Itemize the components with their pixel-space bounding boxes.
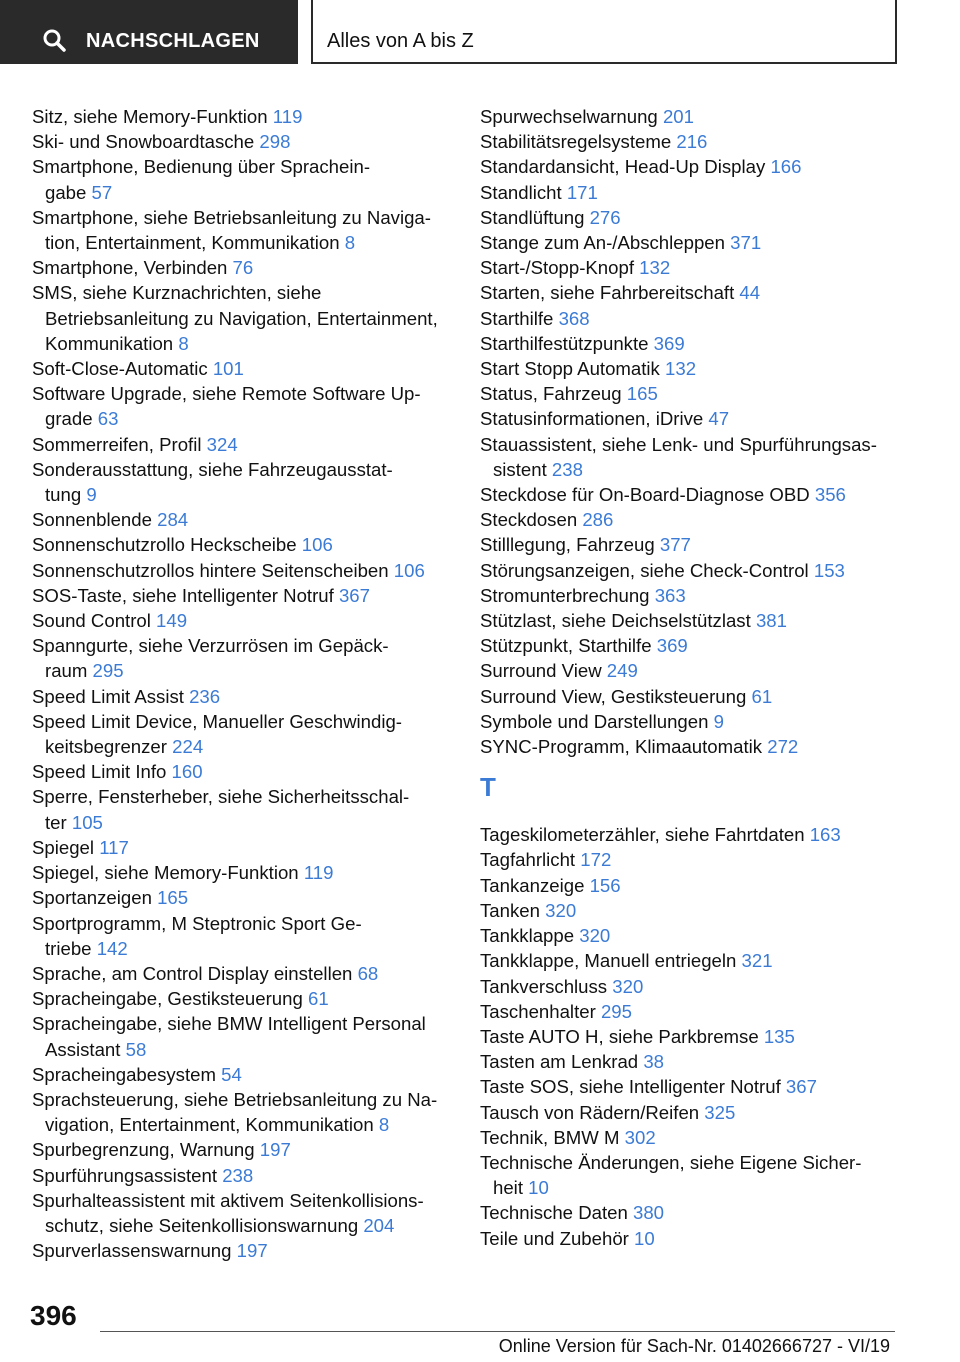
index-entry bbox=[480, 684, 900, 709]
index-entry-text: Steckdosen bbox=[480, 509, 578, 531]
index-entry bbox=[480, 1100, 900, 1125]
index-entry bbox=[480, 180, 900, 205]
index-entry bbox=[32, 911, 472, 961]
index-entry-text: Starthilfe bbox=[480, 307, 554, 329]
page-link[interactable]: 377 bbox=[659, 534, 691, 556]
search-icon bbox=[42, 28, 66, 52]
index-entry-text: Sound Control bbox=[32, 610, 151, 632]
index-entry bbox=[32, 532, 472, 557]
index-entry-text: Taste AUTO H, siehe Parkbremse bbox=[480, 1025, 759, 1047]
index-entry-text: gabe bbox=[45, 181, 87, 203]
index-entry-text: Stützlast, siehe Deichselstützlast bbox=[480, 610, 751, 632]
index-entry-text: Steckdose für On-Board-Diagnose OBD bbox=[480, 484, 810, 506]
index-entry-text: Spiegel, siehe Memory-Funktion bbox=[32, 862, 299, 884]
index-entry bbox=[480, 1150, 900, 1200]
index-entry bbox=[480, 583, 900, 608]
index-entry-text: Stabilitätsregelsysteme bbox=[480, 131, 672, 153]
page-link[interactable]: 61 bbox=[308, 988, 329, 1010]
index-entry-text: Smartphone, Verbinden bbox=[32, 257, 228, 279]
index-entry-text: Standlüftung bbox=[480, 206, 585, 228]
index-entry-text: Spanngurte, siehe Verzurrösen im Gepäck- bbox=[32, 635, 389, 657]
index-entry-text: tion, Entertainment, Kommunikation bbox=[45, 232, 340, 254]
index-entry bbox=[32, 1137, 472, 1162]
nachschlagen-tab[interactable] bbox=[0, 0, 298, 64]
page-link[interactable]: 286 bbox=[582, 509, 614, 531]
footer-version-text: Online Version für Sach-Nr. 01402666727 - VI/19 bbox=[498, 1336, 890, 1356]
nachschlagen-label: NACHSCHLAGEN bbox=[86, 30, 260, 52]
index-entry-text: Stromunterbrechung bbox=[480, 584, 650, 606]
index-entry bbox=[480, 974, 900, 999]
index-column-right bbox=[480, 104, 900, 1251]
page-link[interactable]: 371 bbox=[730, 232, 762, 254]
page-link[interactable]: 153 bbox=[813, 559, 845, 581]
index-entry bbox=[480, 734, 900, 759]
page-link[interactable]: 132 bbox=[639, 257, 671, 279]
page-link[interactable]: 101 bbox=[212, 358, 244, 380]
index-entry bbox=[480, 709, 900, 734]
page-link[interactable]: 106 bbox=[301, 534, 333, 556]
page-link[interactable]: 47 bbox=[708, 408, 730, 430]
index-entry-text: Spracheingabe, siehe BMW Intelligent Personal bbox=[32, 1013, 426, 1035]
index-entry-text: Technische Daten bbox=[480, 1202, 628, 1224]
page-link[interactable]: 10 bbox=[528, 1177, 549, 1199]
index-entry bbox=[32, 1188, 472, 1238]
index-entry-text: Sportprogramm, M Steptronic Sport Ge- bbox=[32, 912, 362, 934]
index-entry bbox=[480, 1049, 900, 1074]
page-link[interactable]: 381 bbox=[755, 610, 787, 632]
page-link[interactable]: 204 bbox=[363, 1214, 395, 1236]
index-entry bbox=[480, 532, 900, 557]
index-entry bbox=[32, 986, 472, 1011]
index-entry-text: Starthilfestützpunkte bbox=[480, 332, 649, 354]
index-entry-text: Assistant bbox=[45, 1038, 121, 1060]
index-entry bbox=[32, 255, 472, 280]
index-entry-text: Spurführungsassistent bbox=[32, 1164, 218, 1186]
page-link[interactable]: 197 bbox=[236, 1240, 268, 1262]
page-link[interactable]: 9 bbox=[86, 484, 97, 506]
index-entry-text: Tasten am Lenkrad bbox=[480, 1051, 639, 1073]
index-entry-text: Ski- und Snowboardtasche bbox=[32, 131, 255, 153]
index-entry bbox=[480, 873, 900, 898]
index-entry-text: Tankklappe, Manuell entriegeln bbox=[480, 950, 737, 972]
section-title: Alles von A bis Z bbox=[327, 30, 474, 52]
index-entry-text: Spurwechselwarnung bbox=[480, 106, 658, 127]
page-link[interactable]: 197 bbox=[259, 1139, 291, 1161]
index-entry bbox=[32, 583, 472, 608]
page-link[interactable]: 63 bbox=[97, 408, 119, 430]
index-entry-text: keitsbegrenzer bbox=[45, 736, 167, 758]
index-entry-text: grade bbox=[45, 408, 93, 430]
index-entry-text: Störungsanzeigen, siehe Check-Control bbox=[480, 559, 809, 581]
index-entry-text: Tankverschluss bbox=[480, 975, 608, 997]
index-entry-text: Statusinformationen, iDrive bbox=[480, 408, 704, 430]
index-entry bbox=[32, 507, 472, 532]
index-entry-text: Spracheingabe, Gestiksteuerung bbox=[32, 988, 303, 1010]
index-entry bbox=[480, 331, 900, 356]
index-entry bbox=[480, 205, 900, 230]
index-entry-text: Smartphone, siehe Betriebsanleitung zu Naviga- bbox=[32, 206, 431, 228]
index-entry-text: Technik, BMW M bbox=[480, 1126, 620, 1148]
index-entry-text: Tausch von Rädern/Reifen bbox=[480, 1101, 700, 1123]
index-entry bbox=[480, 558, 900, 583]
page-link[interactable]: 44 bbox=[739, 282, 761, 304]
index-entry bbox=[480, 999, 900, 1024]
page-link[interactable]: 295 bbox=[600, 1000, 632, 1022]
page-link[interactable]: 8 bbox=[178, 332, 189, 354]
page-link[interactable]: 224 bbox=[172, 736, 204, 758]
index-entry-text: Stange zum An-/Abschleppen bbox=[480, 232, 725, 254]
index-entry-text: raum bbox=[45, 660, 88, 682]
index-entry-text: Starten, siehe Fahrbereitschaft bbox=[480, 282, 735, 304]
index-entry bbox=[32, 381, 472, 431]
header bbox=[0, 0, 960, 66]
page-link[interactable]: 249 bbox=[606, 660, 638, 682]
index-entry-text: Betriebsanleitung zu Navigation, Entertainment, bbox=[45, 307, 438, 329]
page-link[interactable]: 171 bbox=[566, 181, 598, 203]
page-link[interactable]: 238 bbox=[222, 1164, 254, 1186]
index-entry bbox=[32, 684, 472, 709]
index-entry-text: Taste SOS, siehe Intelligenter Notruf bbox=[480, 1076, 781, 1098]
index-entry-text: Spurbegrenzung, Warnung bbox=[32, 1139, 255, 1161]
page-link[interactable]: 106 bbox=[393, 559, 425, 581]
page-link[interactable]: 356 bbox=[814, 484, 846, 506]
page-link[interactable]: 8 bbox=[344, 232, 356, 254]
page-link[interactable]: 363 bbox=[654, 584, 686, 606]
page-link[interactable]: 380 bbox=[632, 1202, 665, 1224]
index-entry bbox=[32, 432, 472, 457]
index-entry-text: Sonnenschutzrollo Heckscheibe bbox=[32, 534, 297, 556]
index-entry bbox=[480, 898, 900, 923]
index-entry-text: Spurverlassenswarnung bbox=[32, 1240, 232, 1262]
index-entry bbox=[480, 822, 900, 847]
index-entry bbox=[480, 1074, 900, 1099]
index-entry-text: Sonnenschutzrollos hintere Seitenscheiben bbox=[32, 559, 389, 581]
index-entry-text: Stützpunkt, Starthilfe bbox=[480, 635, 652, 657]
index-entry-text: tung bbox=[45, 484, 82, 506]
index-entry bbox=[480, 356, 900, 381]
index-entry-text: Sperre, Fensterheber, siehe Sicherheitsschal- bbox=[32, 786, 410, 808]
index-entry bbox=[480, 847, 900, 872]
index-entry bbox=[480, 923, 900, 948]
page-link[interactable]: 9 bbox=[713, 710, 724, 732]
index-entry bbox=[480, 230, 900, 255]
index-entry bbox=[480, 129, 900, 154]
page-link[interactable]: 165 bbox=[626, 383, 658, 405]
index-entry-text: Surround View, Gestiksteuerung bbox=[480, 685, 747, 707]
index-entry-text: Standlicht bbox=[480, 181, 562, 203]
page-link[interactable]: 298 bbox=[259, 131, 291, 153]
index-entry bbox=[480, 1226, 900, 1251]
index-entry-text: Sitz, siehe Memory-Funktion bbox=[32, 106, 268, 127]
index-entry bbox=[480, 154, 900, 179]
index-entry bbox=[32, 1163, 472, 1188]
index-entry-text: Tankklappe bbox=[480, 925, 575, 947]
index-entry bbox=[480, 306, 900, 331]
index-entry-text: Start Stopp Automatik bbox=[480, 358, 660, 380]
index-entry-text: Technische Änderungen, siehe Eigene Sicher- bbox=[480, 1151, 862, 1173]
page-link[interactable]: 58 bbox=[125, 1038, 147, 1060]
index-entry-text: Status, Fahrzeug bbox=[480, 383, 622, 405]
page-link[interactable]: 324 bbox=[206, 433, 238, 455]
index-entry bbox=[32, 608, 472, 633]
index-entry-text: Software Upgrade, siehe Remote Software Up- bbox=[32, 383, 421, 405]
page-link[interactable]: 172 bbox=[580, 849, 612, 871]
index-entry bbox=[32, 1087, 472, 1137]
index-entry bbox=[480, 1200, 900, 1225]
index-entry bbox=[480, 633, 900, 658]
page-link[interactable]: 165 bbox=[157, 887, 189, 909]
index-entry bbox=[32, 835, 472, 860]
index-entry bbox=[32, 1011, 472, 1061]
index-entry-text: Speed Limit Device, Manueller Geschwindig- bbox=[32, 710, 402, 732]
page-link[interactable]: 61 bbox=[751, 685, 773, 707]
index-entry bbox=[480, 406, 900, 431]
index-entry bbox=[32, 457, 472, 507]
index-entry-text: Sonderausstattung, siehe Fahrzeugausstat- bbox=[32, 458, 393, 480]
index-entry-text: Stauassistent, siehe Lenk- und Spurführungsas- bbox=[480, 433, 877, 455]
index-entry-text: Sommerreifen, Profil bbox=[32, 433, 202, 455]
page-link[interactable]: 238 bbox=[551, 458, 583, 480]
index-entry bbox=[32, 356, 472, 381]
page-link[interactable]: 68 bbox=[357, 962, 379, 984]
index-entry bbox=[480, 381, 900, 406]
page-link[interactable]: 321 bbox=[741, 950, 773, 972]
page-link[interactable]: 8 bbox=[378, 1114, 390, 1136]
index-entry bbox=[32, 154, 472, 204]
index-entry-text: Smartphone, Bedienung über Sprachein- bbox=[32, 156, 371, 178]
page-link[interactable]: 117 bbox=[99, 836, 129, 858]
index-entry-text: Spurhalteassistent mit aktivem Seitenkollisions- bbox=[32, 1189, 424, 1211]
index-entry-text: Teile und Zubehör bbox=[480, 1227, 629, 1249]
index-entry-text: Speed Limit Assist bbox=[32, 685, 184, 707]
page-link[interactable]: 284 bbox=[157, 509, 189, 531]
index-entry-text: ter bbox=[45, 811, 67, 833]
index-entry-text: Speed Limit Info bbox=[32, 761, 167, 783]
index-entry bbox=[32, 104, 472, 129]
page-link[interactable]: 367 bbox=[785, 1076, 817, 1098]
page-link[interactable]: 302 bbox=[624, 1126, 656, 1148]
index-entry-text: Start-/Stopp-Knopf bbox=[480, 257, 634, 279]
page-link[interactable]: 156 bbox=[589, 874, 621, 896]
page-link[interactable]: 160 bbox=[171, 761, 203, 783]
index-entry-text: Tanken bbox=[480, 899, 540, 921]
index-entry bbox=[480, 1125, 900, 1150]
page-link[interactable]: 216 bbox=[676, 131, 708, 153]
index-entry bbox=[32, 860, 472, 885]
index-column-left bbox=[32, 104, 472, 1263]
page-link[interactable]: 201 bbox=[662, 106, 694, 127]
page-link[interactable]: 10 bbox=[634, 1227, 655, 1249]
page-link[interactable]: 38 bbox=[643, 1051, 664, 1073]
index-entry bbox=[32, 1062, 472, 1087]
index-entry-text: SOS-Taste, siehe Intelligenter Notruf bbox=[32, 584, 334, 606]
index-entry-text: triebe bbox=[45, 937, 92, 959]
index-entry bbox=[480, 1024, 900, 1049]
index-entry bbox=[480, 507, 900, 532]
index-entry bbox=[32, 205, 472, 255]
page-link[interactable]: 119 bbox=[303, 862, 334, 884]
index-entry bbox=[32, 784, 472, 834]
index-entry-text: heit bbox=[493, 1177, 523, 1199]
index-entry bbox=[32, 558, 472, 583]
page-link[interactable]: 325 bbox=[704, 1101, 736, 1123]
index-entry-text: Spracheingabesystem bbox=[32, 1063, 216, 1085]
index-entry bbox=[480, 255, 900, 280]
page-link[interactable]: 369 bbox=[653, 332, 685, 354]
index-entry bbox=[32, 280, 472, 356]
index-entry bbox=[480, 432, 900, 482]
index-entry-text: Sprachsteuerung, siehe Betriebsanleitung zu Na- bbox=[32, 1088, 438, 1110]
index-entry bbox=[480, 104, 900, 129]
index-entry-text: Sprache, am Control Display einstellen bbox=[32, 962, 353, 984]
index-entry-text: vigation, Entertainment, Kommunikation bbox=[45, 1114, 374, 1136]
index-entry bbox=[480, 280, 900, 305]
index-entry-text: Stilllegung, Fahrzeug bbox=[480, 534, 655, 556]
page-link[interactable]: 119 bbox=[272, 106, 303, 127]
page-link[interactable]: 236 bbox=[189, 685, 221, 707]
index-entry-text: Taschenhalter bbox=[480, 1000, 596, 1022]
index-entry bbox=[480, 948, 900, 973]
page-link[interactable]: 320 bbox=[545, 899, 577, 921]
page-link[interactable]: 149 bbox=[156, 610, 188, 632]
page-link[interactable]: 276 bbox=[589, 206, 621, 228]
index-entry bbox=[480, 482, 900, 507]
index-entry bbox=[32, 129, 472, 154]
page-link[interactable]: 163 bbox=[809, 824, 841, 846]
page-link[interactable]: 57 bbox=[91, 181, 113, 203]
alles-von-a-bis-z-tab[interactable] bbox=[311, 0, 897, 64]
index-entry-text: Soft-Close-Automatic bbox=[32, 358, 208, 380]
index-entry bbox=[480, 658, 900, 683]
index-entry bbox=[32, 709, 472, 759]
index-entry bbox=[32, 961, 472, 986]
page-link[interactable]: 76 bbox=[232, 257, 254, 279]
page-link[interactable]: 135 bbox=[763, 1025, 795, 1047]
index-entry-text: Tageskilometerzähler, siehe Fahrtdaten bbox=[480, 824, 805, 846]
index-entry bbox=[32, 633, 472, 683]
page-link[interactable]: 166 bbox=[770, 156, 802, 178]
index-entry-text: schutz, siehe Seitenkollisionswarnung bbox=[45, 1214, 359, 1236]
index-entry bbox=[32, 759, 472, 784]
index-group-t bbox=[480, 822, 900, 1250]
page-link[interactable]: 272 bbox=[767, 736, 799, 758]
index-entry-text: Tagfahrlicht bbox=[480, 849, 576, 871]
index-entry-text: Symbole und Darstellungen bbox=[480, 710, 709, 732]
page-link[interactable]: 295 bbox=[92, 660, 124, 682]
page-link[interactable]: 54 bbox=[221, 1063, 242, 1085]
index-group-s bbox=[480, 104, 900, 759]
page-link[interactable]: 367 bbox=[338, 584, 370, 606]
index-entry-text: Sonnenblende bbox=[32, 509, 152, 531]
index-entry-text: Kommunikation bbox=[45, 332, 174, 354]
index-entry bbox=[32, 885, 472, 910]
index-entry-text: Sportanzeigen bbox=[32, 887, 152, 909]
index-entry-text: Standardansicht, Head-Up Display bbox=[480, 156, 766, 178]
page-link[interactable]: 320 bbox=[579, 925, 611, 947]
page-link[interactable]: 142 bbox=[96, 937, 128, 959]
index-entry bbox=[480, 608, 900, 633]
index-entry-text: Surround View bbox=[480, 660, 602, 682]
page-link[interactable]: 320 bbox=[612, 975, 644, 997]
section-letter: T bbox=[480, 772, 496, 803]
page-link[interactable]: 368 bbox=[558, 307, 590, 329]
footer-divider bbox=[100, 1331, 895, 1332]
index-entry-text: Spiegel bbox=[32, 836, 95, 858]
page-link[interactable]: 105 bbox=[71, 811, 103, 833]
page-number: 396 bbox=[30, 1300, 77, 1331]
page-link[interactable]: 132 bbox=[665, 358, 697, 380]
index-entry-text: Tankanzeige bbox=[480, 874, 585, 896]
index-entry-text: sistent bbox=[493, 458, 547, 480]
index-entry-text: SYNC-Programm, Klimaautomatik bbox=[480, 736, 763, 758]
page-link[interactable]: 369 bbox=[656, 635, 688, 657]
index-entry-text: SMS, siehe Kurznachrichten, siehe bbox=[32, 282, 322, 304]
index-entry bbox=[32, 1238, 472, 1263]
